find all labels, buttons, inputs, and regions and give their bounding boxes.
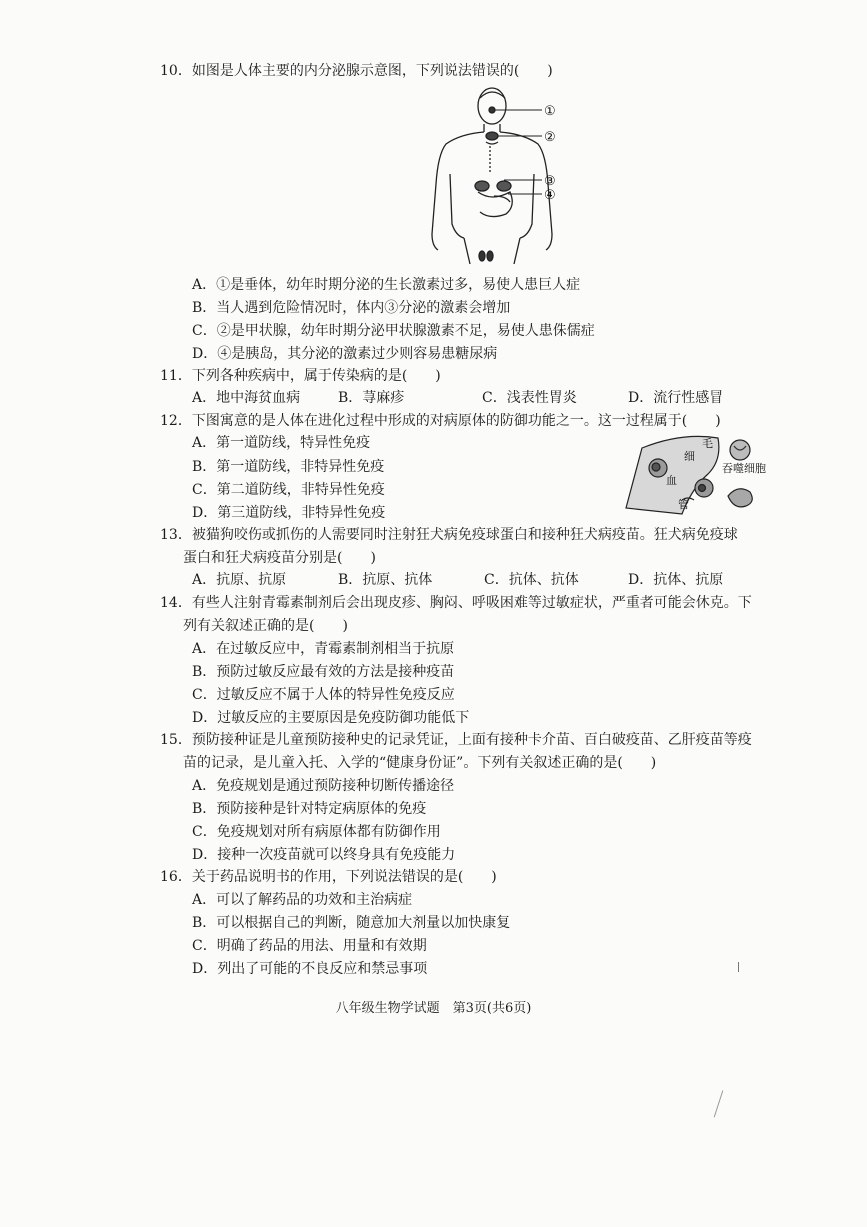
- q14-option-c: C．过敏反应不属于人体的特异性免疫反应: [192, 687, 455, 703]
- q14-option-a: A．在过敏反应中，青霉素制剂相当于抗原: [192, 641, 455, 657]
- q16-stem: 16．关于药品说明书的作用，下列说法错误的是( ): [160, 869, 497, 885]
- q12-option-c: C．第二道防线，非特异性免疫: [192, 482, 385, 498]
- q13-option-d: D．抗体、抗原: [628, 572, 724, 588]
- q10-option-c: C．②是甲状腺，幼年时期分泌甲状腺激素不足，易使人患侏儒症: [192, 323, 595, 339]
- q13-options: [192, 571, 772, 589]
- q10-option-b: B．当人遇到危险情况时，体内③分泌的激素会增加: [192, 300, 511, 316]
- q16-option-c: C．明确了药品的用法、用量和有效期: [192, 938, 427, 954]
- q11-option-c: C．浅表性胃炎: [482, 390, 577, 406]
- q12-option-a: A．第一道防线，特异性免疫: [192, 435, 371, 451]
- q11-options: [192, 389, 772, 407]
- label-xi: 细: [684, 450, 695, 463]
- q10-stem: 10．如图是人体主要的内分泌腺示意图，下列说法错误的( ): [160, 63, 553, 79]
- q15-stem-line1: 15．预防接种证是儿童预防接种史的记录凭证，上面有接种卡介苗、百白破疫苗、乙肝疫苗等疫: [160, 732, 752, 748]
- q13-option-b: B．抗原、抗体: [338, 572, 433, 588]
- q15-option-b: B．预防接种是针对特定病原体的免疫: [192, 801, 427, 817]
- label-mao: 毛: [702, 437, 713, 450]
- q16-option-a: A．可以了解药品的功效和主治病症: [192, 892, 413, 908]
- marker-4: ④: [544, 188, 556, 203]
- q15-option-a: A．免疫规划是通过预防接种切断传播途径: [192, 778, 455, 794]
- q12-option-b: B．第一道防线，非特异性免疫: [192, 459, 385, 475]
- page-footer: 八年级生物学试题 第3页(共6页): [335, 1001, 532, 1016]
- q10-option-d: D．④是胰岛，其分泌的激素过少则容易患糖尿病: [192, 346, 498, 362]
- phagocyte-capillary-figure: [622, 430, 782, 516]
- label-phagocyte: 吞噬细胞: [722, 462, 766, 475]
- q10-option-a: A．①是垂体，幼年时期分泌的生长激素过多，易使人患巨人症: [192, 277, 581, 293]
- label-xue: 血: [666, 474, 677, 487]
- q16-option-b: B．可以根据自己的判断，随意加大剂量以加快康复: [192, 915, 511, 931]
- q15-stem-line2: 苗的记录，是儿童入托、入学的“健康身份证”。下列有关叙述正确的是( ): [183, 755, 657, 771]
- q14-stem-line1: 14．有些人注射青霉素制剂后会出现皮疹、胸闷、呼吸困难等过敏症状，严重者可能会休克。下: [160, 595, 752, 611]
- q14-option-d: D．过敏反应的主要原因是免疫防御功能低下: [192, 710, 470, 726]
- q11-option-a: A．地中海贫血病: [192, 390, 301, 406]
- q14-option-b: B．预防过敏反应最有效的方法是接种疫苗: [192, 664, 455, 680]
- scan-artifact: [738, 962, 741, 972]
- q16-option-d: D．列出了可能的不良反应和禁忌事项: [192, 961, 428, 977]
- q15-option-d: D．接种一次疫苗就可以终身具有免疫能力: [192, 847, 456, 863]
- q14-stem-line2: 列有关叙述正确的是( ): [183, 618, 348, 634]
- q11-stem: 11．下列各种疾病中，属于传染病的是( ): [160, 368, 441, 384]
- q12-option-d: D．第三道防线，非特异性免疫: [192, 505, 386, 521]
- q12-stem: 12．下图寓意的是人体在进化过程中形成的对病原体的防御功能之一。这一过程属于( ): [160, 413, 721, 429]
- q13-stem-line2: 蛋白和狂犬病疫苗分别是( ): [183, 550, 376, 566]
- marker-2: ②: [544, 130, 556, 145]
- q11-option-d: D．流行性感冒: [628, 390, 724, 406]
- scan-artifact: [714, 1090, 725, 1117]
- q13-option-a: A．抗原、抗原: [192, 572, 287, 588]
- marker-1: ①: [544, 104, 556, 119]
- q13-option-c: C．抗体、抗体: [484, 572, 579, 588]
- q15-option-c: C．免疫规划对所有病原体都有防御作用: [192, 824, 441, 840]
- label-guan: 管: [678, 498, 689, 511]
- q11-option-b: B．荨麻疹: [338, 390, 405, 406]
- endocrine-gland-diagram: [420, 84, 580, 269]
- q13-stem-line1: 13．被猫狗咬伤或抓伤的人需要同时注射狂犬病免疫球蛋白和接种狂犬病疫苗。狂犬病免疫球: [160, 527, 738, 543]
- marker-3: ③: [544, 174, 556, 189]
